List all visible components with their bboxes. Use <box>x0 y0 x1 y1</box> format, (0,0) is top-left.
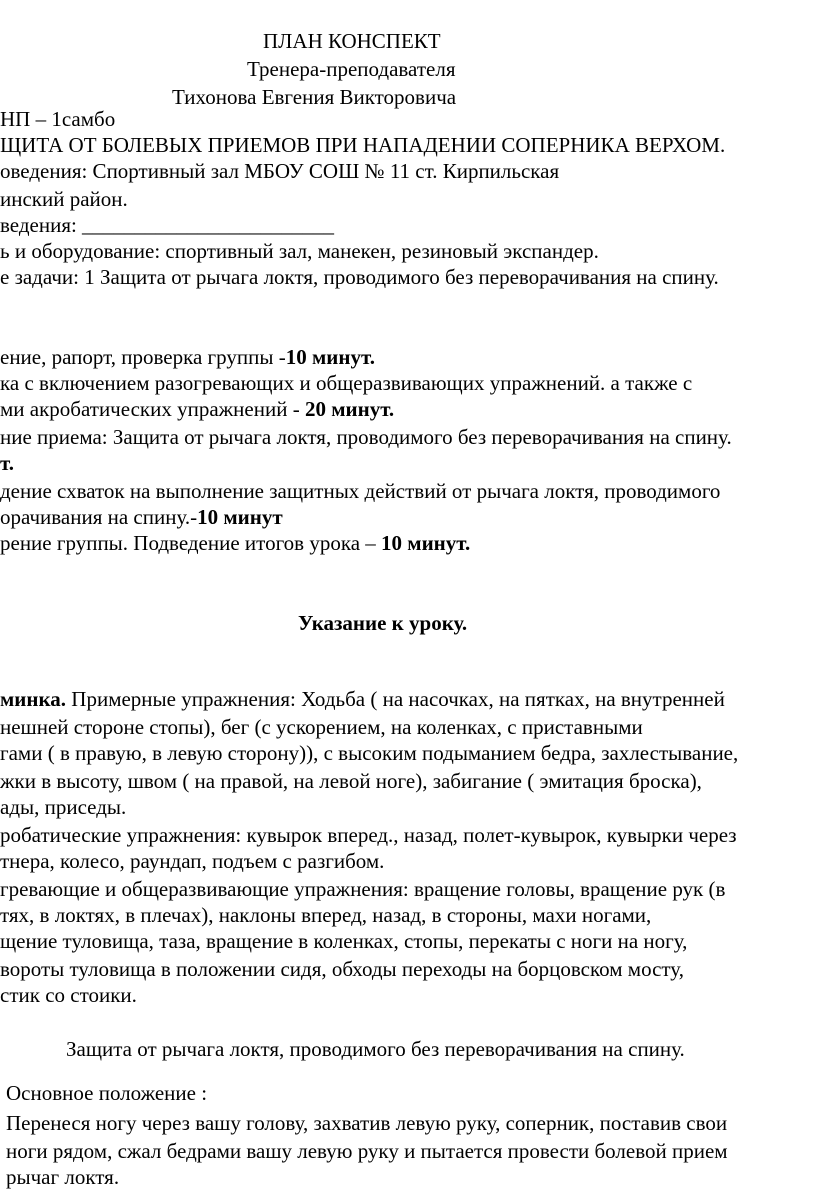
plan-item-5-text: рение группы. Подведение итогов урока – <box>0 531 382 555</box>
date-line: ведения: ________________________ <box>0 213 335 237</box>
technique-desc-line-2: ноги рядом, сжал бедрами вашу левую руку и пытается провести болевой прием <box>6 1139 728 1163</box>
acro-line-1: робатические упражнения: кувырок вперед., назад, полет-кувырок, кувырки через <box>0 823 737 847</box>
warmup-line-3: гами ( в правую, в левую сторону)), с высоким подыманием бедра, захлестывание, <box>0 741 739 765</box>
topic-line: ЩИТА ОТ БОЛЕВЫХ ПРИЕМОВ ПРИ НАПАДЕНИИ СОПЕРНИКА ВЕРХОМ. <box>0 133 726 157</box>
plan-item-2-text: ми акробатических упражнений - <box>0 397 305 421</box>
plan-item-5-time: 10 минут. <box>381 531 471 555</box>
warmup-line-5: ады, приседы. <box>0 795 127 819</box>
technique-heading: Защита от рычага локтя, проводимого без переворачивания на спину. <box>66 1037 685 1061</box>
general-line-5: стик со стоики. <box>0 983 137 1007</box>
warmup-text-1: Примерные упражнения: Ходьба ( на насочках, на пятках, на внутренней <box>66 687 725 711</box>
district-line: инский район. <box>0 187 128 211</box>
plan-item-2 <box>0 396 394 422</box>
plan-item-4-text: орачивания на спину.- <box>0 505 198 529</box>
equipment-line: ь и оборудование: спортивный зал, манекен, резиновый экспандер. <box>0 239 599 263</box>
warmup-line-4: жки в высоту, швом ( на правой, на левой ноге), забигание ( эмитация броска), <box>0 769 702 793</box>
position-label: Основное положение : <box>6 1081 208 1105</box>
place-line: оведения: Спортивный зал МБОУ СОШ № 11 ст. Кирпильская <box>0 159 560 183</box>
document-subtitle: Тренера-преподавателя <box>247 57 456 81</box>
plan-item-3-text: ние приема: Защита от рычага локтя, проводимого без переворачивания на спину. <box>0 425 732 449</box>
plan-item-4-time: 10 минут <box>197 505 283 529</box>
plan-item-1-time: 10 минут. <box>285 345 375 369</box>
group-line: НП – 1самбо <box>0 107 116 131</box>
general-line-4: вороты туловища в положении сидя, обходы переходы на борцовском мосту, <box>0 957 684 981</box>
plan-item-4 <box>0 504 283 530</box>
plan-item-3-time-value: т. <box>0 451 14 475</box>
general-line-1: гревающие и общеразвивающие упражнения: вращение головы, вращение рук (в <box>0 877 726 901</box>
acro-line-2: тнера, колесо, раундап, подъем с разгибом. <box>0 849 385 873</box>
tasks-line: е задачи: 1 Защита от рычага локтя, проводимого без переворачивания на спину. <box>0 265 719 289</box>
general-line-3: щение туловища, таза, вращение в коленках, стопы, перекаты с ноги на ногу, <box>0 929 688 953</box>
technique-desc-line-1: Перенеся ногу через вашу голову, захватив левую руку, соперник, поставив свои <box>6 1111 728 1135</box>
plan-item-5 <box>0 530 470 556</box>
technique-desc-line-3: рычаг локтя. <box>6 1165 120 1189</box>
plan-item-1 <box>0 344 375 370</box>
warmup-label: минка. <box>0 687 67 711</box>
general-line-2: тях, в локтях, в плечах), наклоны вперед, назад, в стороны, махи ногами, <box>0 903 652 927</box>
warmup-line-1 <box>0 686 725 712</box>
trainer-name: Тихонова Евгения Викторовича <box>172 85 457 109</box>
warmup-line-2: нешней стороне стопы), бег (с ускорением, на коленках, с приставными <box>0 715 643 739</box>
plan-item-1-text: ение, рапорт, проверка группы - <box>0 345 286 369</box>
instructions-heading: Указание к уроку. <box>298 611 468 635</box>
plan-item-2-line1: ка с включением разогревающих и общеразвивающих упражнений. а также с <box>0 371 693 395</box>
document-title: ПЛАН КОНСПЕКТ <box>263 29 441 53</box>
plan-item-2-time: 20 минут. <box>304 397 395 421</box>
plan-item-3-time <box>0 450 14 476</box>
plan-item-4-line1: дение схваток на выполнение защитных действий от рычага локтя, проводимого <box>0 479 721 503</box>
